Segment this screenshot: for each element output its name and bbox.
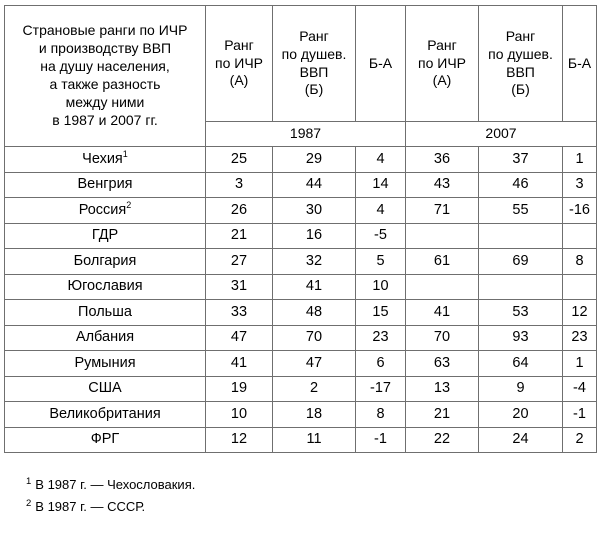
cell-1987-diff: 23	[356, 325, 406, 351]
header-rank-gdp-1987	[273, 6, 356, 122]
cell-1987-diff: 6	[356, 351, 406, 377]
header-line: ВВП	[299, 63, 329, 80]
cell-2007-rank-hdi: 21	[406, 402, 479, 428]
cell-1987-rank-gdp: 48	[273, 300, 356, 326]
cell-1987-diff: 8	[356, 402, 406, 428]
country-name-cell	[5, 223, 206, 249]
cell-2007-diff: 1	[563, 147, 597, 173]
title-line-6: в 1987 и 2007 гг.	[52, 111, 158, 128]
header-line: по ИЧР	[215, 54, 263, 71]
cell-2007-rank-gdp: 20	[479, 402, 563, 428]
cell-2007-diff: -1	[563, 402, 597, 428]
title-line-5: между ними	[65, 93, 145, 110]
header-line: (Б)	[304, 81, 324, 98]
country-label: Польша	[78, 303, 132, 320]
cell-2007-rank-gdp	[479, 223, 563, 249]
header-diff-2007: Б-А	[563, 6, 597, 122]
table-row	[5, 274, 597, 300]
cell-1987-diff: 14	[356, 172, 406, 198]
title-line-4: а также разность	[49, 76, 161, 92]
cell-1987-rank-gdp: 70	[273, 325, 356, 351]
header-line: по душев.	[488, 45, 553, 62]
country-footnote-marker: 1	[122, 149, 128, 160]
table-row	[5, 172, 597, 198]
cell-1987-rank-hdi: 33	[206, 300, 273, 326]
footnote-text: В 1987 г. — СССР.	[35, 499, 146, 514]
country-name-cell	[5, 147, 206, 173]
cell-2007-diff: 23	[563, 325, 597, 351]
header-line: (А)	[229, 72, 249, 89]
cell-2007-diff: 1	[563, 351, 597, 377]
country-name-cell	[5, 198, 206, 224]
table-row	[5, 147, 597, 173]
cell-2007-rank-hdi: 70	[406, 325, 479, 351]
cell-1987-rank-hdi: 3	[206, 172, 273, 198]
cell-2007-diff: -4	[563, 376, 597, 402]
cell-1987-rank-gdp: 18	[273, 402, 356, 428]
footnote-2	[4, 497, 596, 514]
cell-1987-diff: -17	[356, 376, 406, 402]
cell-2007-rank-hdi: 36	[406, 147, 479, 173]
cell-2007-rank-hdi: 41	[406, 300, 479, 326]
country-name-cell	[5, 376, 206, 402]
cell-2007-rank-hdi	[406, 274, 479, 300]
table-row	[5, 223, 597, 249]
cell-2007-diff: 2	[563, 427, 597, 453]
table-row	[5, 427, 597, 453]
header-rank-gdp-2007	[479, 6, 563, 122]
cell-1987-rank-hdi: 19	[206, 376, 273, 402]
header-line: (А)	[432, 72, 452, 89]
cell-2007-rank-hdi: 61	[406, 249, 479, 275]
cell-2007-rank-gdp: 55	[479, 198, 563, 224]
table-header-row	[5, 6, 597, 122]
table-row	[5, 249, 597, 275]
cell-1987-rank-hdi: 21	[206, 223, 273, 249]
cell-1987-rank-gdp: 2	[273, 376, 356, 402]
cell-1987-diff: 10	[356, 274, 406, 300]
footnote-marker: 1	[26, 475, 32, 487]
header-line: по душев.	[281, 45, 347, 62]
cell-1987-rank-gdp: 32	[273, 249, 356, 275]
year-group-1987: 1987	[206, 122, 406, 147]
cell-2007-rank-hdi: 43	[406, 172, 479, 198]
cell-1987-diff: 4	[356, 198, 406, 224]
cell-1987-rank-hdi: 12	[206, 427, 273, 453]
country-label: Венгрия	[77, 176, 133, 193]
cell-2007-rank-hdi: 63	[406, 351, 479, 377]
cell-2007-rank-hdi: 22	[406, 427, 479, 453]
cell-2007-rank-gdp: 64	[479, 351, 563, 377]
cell-1987-diff: 4	[356, 147, 406, 173]
country-name-cell	[5, 172, 206, 198]
country-name-cell	[5, 351, 206, 377]
table-row	[5, 198, 597, 224]
header-rank-hdi-2007	[406, 6, 479, 122]
cell-1987-rank-gdp: 11	[273, 427, 356, 453]
header-line: Ранг	[505, 27, 536, 44]
country-label: США	[88, 380, 122, 397]
country-ranks-table	[4, 5, 597, 453]
country-label: Румыния	[74, 354, 136, 371]
cell-1987-diff: 15	[356, 300, 406, 326]
title-line-2: и производству ВВП	[38, 40, 172, 57]
country-name-cell	[5, 300, 206, 326]
header-diff-1987: Б-А	[356, 6, 406, 122]
cell-2007-rank-hdi	[406, 223, 479, 249]
cell-1987-diff: 5	[356, 249, 406, 275]
cell-1987-rank-gdp: 41	[273, 274, 356, 300]
country-name-cell	[5, 325, 206, 351]
cell-2007-rank-gdp: 24	[479, 427, 563, 453]
country-name-cell	[5, 249, 206, 275]
cell-1987-rank-hdi: 25	[206, 147, 273, 173]
cell-1987-rank-hdi: 31	[206, 274, 273, 300]
cell-1987-rank-gdp: 47	[273, 351, 356, 377]
table-row	[5, 325, 597, 351]
cell-2007-diff: -16	[563, 198, 597, 224]
table-row	[5, 300, 597, 326]
header-line: (Б)	[511, 81, 530, 98]
footnotes	[4, 475, 596, 522]
title-line-1: Страновые ранги по ИЧР	[22, 22, 188, 39]
cell-2007-diff: 12	[563, 300, 597, 326]
cell-2007-rank-gdp: 9	[479, 376, 563, 402]
cell-2007-diff: 8	[563, 249, 597, 275]
table-row	[5, 351, 597, 377]
cell-2007-rank-hdi: 13	[406, 376, 479, 402]
footnote-text: В 1987 г. — Чехословакия.	[35, 477, 196, 492]
country-label: Россия	[78, 201, 127, 218]
country-footnote-marker: 2	[126, 200, 132, 211]
cell-2007-diff	[563, 223, 597, 249]
header-rank-hdi-1987	[206, 6, 273, 122]
header-line: Ранг	[299, 27, 329, 44]
table-row	[5, 402, 597, 428]
cell-1987-rank-hdi: 10	[206, 402, 273, 428]
cell-2007-diff: 3	[563, 172, 597, 198]
footnote-1	[4, 475, 596, 492]
country-name-cell	[5, 274, 206, 300]
cell-1987-diff: -5	[356, 223, 406, 249]
header-line: ВВП	[506, 63, 535, 80]
country-label: Великобритания	[49, 405, 161, 422]
cell-1987-rank-hdi: 26	[206, 198, 273, 224]
cell-2007-rank-gdp: 37	[479, 147, 563, 173]
country-label: ГДР	[91, 227, 119, 244]
cell-2007-rank-gdp: 93	[479, 325, 563, 351]
cell-1987-rank-hdi: 47	[206, 325, 273, 351]
country-label: Албания	[75, 329, 135, 346]
cell-1987-rank-gdp: 29	[273, 147, 356, 173]
cell-2007-rank-gdp	[479, 274, 563, 300]
table-body	[5, 147, 597, 453]
cell-2007-rank-gdp: 53	[479, 300, 563, 326]
header-line: Ранг	[427, 36, 457, 53]
country-label: Югославия	[67, 278, 143, 295]
cell-1987-rank-gdp: 16	[273, 223, 356, 249]
table-title-cell	[5, 6, 206, 147]
table-row	[5, 376, 597, 402]
country-label: ФРГ	[90, 431, 120, 448]
cell-2007-diff	[563, 274, 597, 300]
country-label: Болгария	[73, 252, 137, 269]
cell-2007-rank-gdp: 69	[479, 249, 563, 275]
country-name-cell	[5, 402, 206, 428]
title-line-3: на душу населения,	[40, 58, 170, 75]
cell-1987-rank-gdp: 30	[273, 198, 356, 224]
cell-2007-rank-gdp: 46	[479, 172, 563, 198]
cell-1987-diff: -1	[356, 427, 406, 453]
cell-1987-rank-hdi: 41	[206, 351, 273, 377]
country-label: Чехия	[82, 150, 123, 167]
year-group-2007: 2007	[406, 122, 597, 147]
header-line: Ранг	[224, 36, 254, 53]
header-line: по ИЧР	[418, 54, 466, 71]
country-name-cell	[5, 427, 206, 453]
cell-2007-rank-hdi: 71	[406, 198, 479, 224]
cell-1987-rank-hdi: 27	[206, 249, 273, 275]
footnote-marker: 2	[26, 497, 32, 509]
cell-1987-rank-gdp: 44	[273, 172, 356, 198]
